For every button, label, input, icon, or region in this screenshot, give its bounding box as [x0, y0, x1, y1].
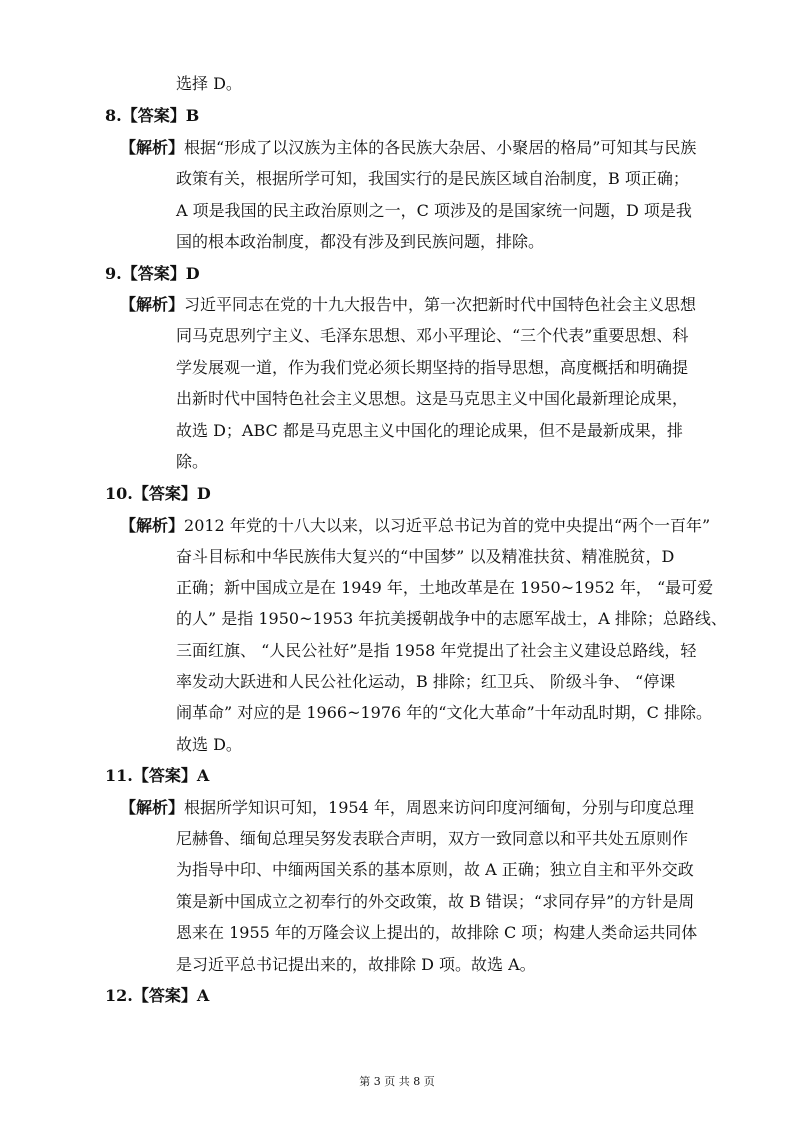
q11-analysis-line-5: 恩来在 1955 年的万隆会议上提出的，故排除 C 项；构建人类命运共同体: [176, 923, 698, 942]
q10-analysis-line-1: 【解析】2012 年党的十八大以来，以习近平总书记为首的党中央提出“两个一百年”: [120, 516, 711, 535]
q11-analysis-line-3: 为指导中印、中缅两国关系的基本原则，故 A 正确；独立自主和平外交政: [176, 860, 694, 879]
q8-analysis-line-3: A 项是我国的民主政治原则之一，C 项涉及的是国家统一问题，D 项是我: [176, 201, 692, 220]
q11-analysis-line-2: 尼赫鲁、缅甸总理吴努发表联合声明，双方一致同意以和平共处五原则作: [176, 829, 689, 848]
q10-analysis-label: 【解析】: [120, 516, 185, 535]
q11-analysis-line-4: 策是新中国成立之初奉行的外交政策，故 B 错误；“求同存异”的方针是周: [176, 892, 695, 911]
q11-analysis-line-6: 是习近平总书记提出来的，故排除 D 项。故选 A。: [176, 955, 536, 974]
q10-answer: 10.【答案】D: [105, 484, 211, 503]
q12-answer: 12.【答案】A: [105, 986, 210, 1005]
q9-answer: 9.【答案】D: [105, 264, 200, 283]
q10-analysis-line-8: 故选 D。: [176, 735, 242, 754]
q9-analysis-line-4: 出新时代中国特色社会主义思想。这是马克思主义中国化最新理论成果，: [176, 389, 689, 408]
q9-analysis-line-2: 同马克思列宁主义、毛泽东思想、邓小平理论、“三个代表”重要思想、科: [176, 326, 689, 345]
q9-analysis-line-1: 【解析】习近平同志在党的十九大报告中，第一次把新时代中国特色社会主义思想: [120, 295, 697, 314]
q10-analysis-line-4: 的人” 是指 1950~1953 年抗美援朝战争中的志愿军战士，A 排除；总路线、: [176, 609, 727, 628]
q10-analysis-line-3: 正确；新中国成立是在 1949 年，土地改革是在 1950~1952 年， “最可爱: [176, 578, 714, 597]
q9-analysis-line-3: 学发展观一道，作为我们党必须长期坚持的指导思想，高度概括和明确提: [176, 358, 689, 377]
q9-analysis-line-6: 除。: [176, 452, 209, 471]
q11-answer: 11.【答案】A: [105, 766, 210, 785]
q8-analysis-label: 【解析】: [120, 138, 185, 157]
q11-analysis-label: 【解析】: [120, 798, 185, 817]
q9-analysis-line-5: 故选 D；ABC 都是马克思主义中国化的理论成果，但不是最新成果，排: [176, 421, 683, 440]
q10-analysis-line-5: 三面红旗、 “人民公社好”是指 1958 年党提出了社会主义建设总路线，轻: [176, 641, 697, 660]
q10-analysis-line-7: 闹革命” 对应的是 1966~1976 年的“文化大革命”十年动乱时期，C 排除。: [176, 703, 712, 722]
q8-analysis-line-1: 【解析】根据“形成了以汉族为主体的各民族大杂居、小聚居的格局”可知其与民族: [120, 138, 697, 157]
q8-analysis-line-2: 政策有关，根据所学可知，我国实行的是民族区域自治制度，B 项正确；: [176, 169, 689, 188]
q8-answer: 8.【答案】B: [105, 106, 200, 125]
q9-analysis-label: 【解析】: [120, 295, 185, 314]
q8-analysis-line-4: 国的根本政治制度，都没有涉及到民族问题，排除。: [176, 232, 545, 251]
q10-analysis-line-6: 率发动大跃进和人民公社化运动，B 排除；红卫兵、 阶级斗争、 “停课: [176, 672, 676, 691]
q10-analysis-line-2: 奋斗目标和中华民族伟大复兴的“中国梦” 以及精准扶贫、精准脱贫，D: [176, 547, 675, 566]
page-footer: 第 3 页 共 8 页: [359, 1075, 435, 1088]
q11-analysis-line-1: 【解析】根据所学知识可知，1954 年，周恩来访问印度河缅甸，分别与印度总理: [120, 798, 694, 817]
carry-over-text: 选择 D。: [176, 74, 242, 93]
